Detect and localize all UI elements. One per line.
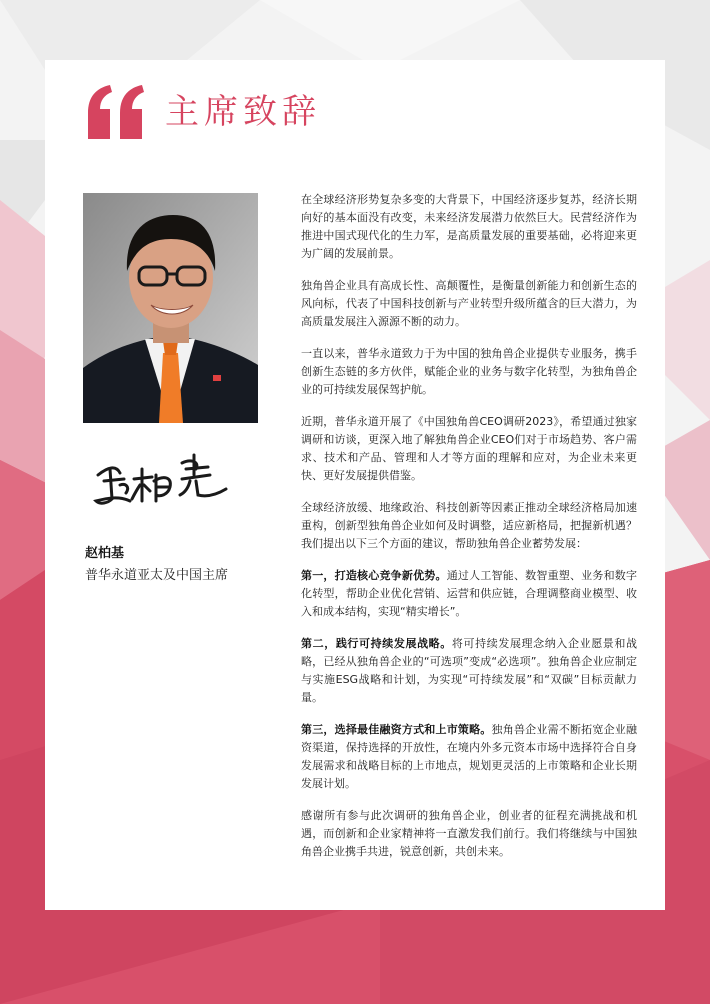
paragraph-intro: 在全球经济形势复杂多变的大背景下，中国经济逐步复苏，经济长期向好的基本面没有改变，未来经济发展潜力依然巨大。民营经济作为推进中国式现代化的生力军，是高质量发展的重要基础，必将迎来更为广阔的发展前景。 (301, 193, 637, 260)
signer-title: 普华永道亚太及中国主席 (85, 568, 229, 583)
recommendation-three (301, 721, 637, 793)
paragraph-recommendations-intro: 全球经济放缓、地缘政治、科技创新等因素正推动全球经济格局加速重构，创新型独角兽企业如何及时调整，适应新格局，把握新机遇？我们提出以下三个方面的建议，帮助独角兽企业蓄势发展： (301, 501, 637, 550)
letter-body (301, 191, 637, 875)
paragraph-closing: 感谢所有参与此次调研的独角兽企业，创业者的征程充满挑战和机遇，而创新和企业家精神将一直激发我们前行。我们将继续与中国独角兽企业携手共进，锐意创新，共创未来。 (301, 809, 637, 858)
paragraph-pwc-commitment: 一直以来，普华永道致力于为中国的独角兽企业提供专业服务，携手创新生态链的多方伙伴，赋能企业的业务与数字化转型，为独角兽企业的可持续发展保驾护航。 (301, 347, 637, 396)
paragraph-survey: 近期，普华永道开展了《中国独角兽CEO调研2023》，希望通过独家调研和访谈，更深入地了解独角兽企业CEO们对于市场趋势、客户需求、技术和产品、管理和人才等方面的理解和应对，为企业未来更快、更好发展提供借鉴。 (301, 415, 637, 482)
recommendation-one-text: 通过人工智能、数智重塑、业务和数字化转型，帮助企业优化营销、运营和供应链，合理调整商业模型、收入和成本结构，实现“精实增长”。 (301, 569, 638, 618)
letter-card (45, 60, 665, 910)
signature (90, 445, 230, 515)
quote-mark-icon (84, 85, 146, 139)
page-title: 主席致辞 (165, 92, 321, 132)
recommendation-one (301, 567, 637, 621)
chairman-portrait (83, 193, 258, 423)
recommendation-three-lead: 第三，选择最佳融资方式和上市策略。 (301, 723, 492, 736)
recommendation-two (301, 635, 637, 707)
signer-name: 赵柏基 (85, 546, 125, 561)
paragraph-unicorns: 独角兽企业具有高成长性、高颠覆性，是衡量创新能力和创新生态的风向标，代表了中国科技创新与产业转型升级所蕴含的巨大潜力，为高质量发展注入源源不断的动力。 (301, 279, 637, 328)
recommendation-two-lead: 第二，践行可持续发展战略。 (301, 637, 452, 650)
recommendation-one-lead: 第一，打造核心竞争新优势。 (301, 569, 447, 582)
recommendation-three-text: 独角兽企业需不断拓宽企业融资渠道，保持选择的开放性，在境内外多元资本市场中选择符合自身发展需求和战略目标的上市地点，规划更灵活的上市策略和企业长期发展计划。 (301, 723, 638, 790)
recommendation-two-text: 将可持续发展理念纳入企业愿景和战略，已经从独角兽企业的“可选项”变成“必选项”。独角兽企业应制定与实施ESG战略和计划，为实现“可持续发展”和“双碳”目标贡献力量。 (301, 637, 638, 704)
